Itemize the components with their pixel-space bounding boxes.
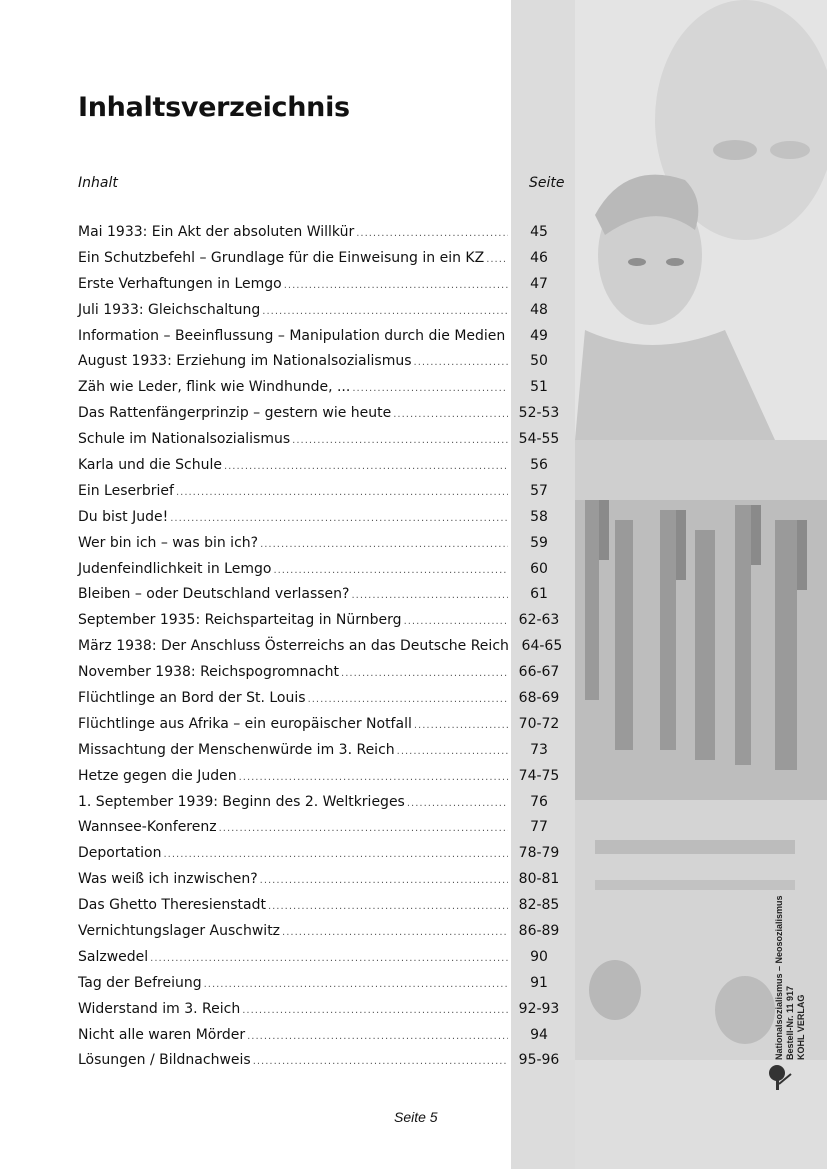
spine-label <box>770 830 806 1060</box>
toc-entry-title: November 1938: Reichspogromnacht <box>78 664 340 681</box>
toc-entry <box>78 685 568 711</box>
toc-entry <box>78 426 568 452</box>
toc-leader-dots <box>273 562 508 576</box>
toc-entry-page: 86-89 <box>518 922 560 939</box>
toc-entry-page: 77 <box>530 819 548 836</box>
toc-leader-dots <box>404 613 508 627</box>
toc-entry-title: Erste Verhaftungen in Lemgo <box>78 275 282 292</box>
toc-leader-dots <box>397 743 508 757</box>
toc-entry <box>78 530 568 556</box>
toc-leader-dots <box>393 406 508 420</box>
toc-leader-dots <box>292 432 508 446</box>
table-of-contents <box>78 219 568 1073</box>
toc-entry-title: Flüchtlinge aus Afrika – ein europäischer Notfall <box>78 715 412 732</box>
page-number: Seite 5 <box>394 1109 438 1125</box>
toc-entry <box>78 1022 568 1048</box>
toc-entry-page: 73 <box>530 741 548 758</box>
toc-entry <box>78 763 568 789</box>
toc-entry <box>78 374 568 400</box>
toc-entry <box>78 866 568 892</box>
toc-leader-dots <box>253 1053 508 1067</box>
toc-leader-dots <box>262 303 508 317</box>
toc-entry <box>78 452 568 478</box>
toc-entry <box>78 996 568 1022</box>
toc-leader-dots <box>176 484 508 498</box>
toc-leader-dots <box>239 769 508 783</box>
toc-leader-dots <box>260 536 508 550</box>
toc-entry-title: Tag der Befreiung <box>78 974 202 991</box>
toc-leader-dots <box>414 717 508 731</box>
toc-entry-page: 74-75 <box>518 767 560 784</box>
toc-leader-dots <box>282 924 508 938</box>
toc-entry-page: 78-79 <box>518 845 560 862</box>
toc-entry-page: 48 <box>530 301 548 318</box>
toc-leader-dots <box>242 1002 508 1016</box>
toc-leader-dots <box>414 354 508 368</box>
spine-title: Nationalsozialismus – Neosozialismus <box>774 895 784 1060</box>
toc-entry-page: 68-69 <box>518 689 560 706</box>
toc-leader-dots <box>170 510 508 524</box>
toc-entry <box>78 789 568 815</box>
toc-entry-title: Lösungen / Bildnachweis <box>78 1052 251 1069</box>
toc-entry-page: 60 <box>530 560 548 577</box>
toc-entry-page: 90 <box>530 948 548 965</box>
toc-entry-page: 50 <box>530 353 548 370</box>
toc-leader-dots <box>308 691 508 705</box>
toc-entry <box>78 1048 568 1074</box>
toc-leader-dots <box>247 1028 508 1042</box>
toc-entry-page: 62-63 <box>518 612 560 629</box>
toc-entry-page: 59 <box>530 534 548 551</box>
column-header-page: Seite <box>529 175 565 191</box>
toc-entry-title: Zäh wie Leder, flink wie Windhunde, ... <box>78 379 351 396</box>
toc-leader-dots <box>351 587 508 601</box>
toc-entry-title: Flüchtlinge an Bord der St. Louis <box>78 689 306 706</box>
toc-leader-dots <box>352 380 508 394</box>
toc-leader-dots <box>150 950 508 964</box>
toc-entry-title: Bleiben – oder Deutschland verlassen? <box>78 586 350 603</box>
toc-entry <box>78 478 568 504</box>
toc-entry-title: Deportation <box>78 845 162 862</box>
toc-entry-page: 64-65 <box>521 638 563 655</box>
toc-entry-title: Widerstand im 3. Reich <box>78 1000 241 1017</box>
toc-entry <box>78 970 568 996</box>
toc-entry-page: 94 <box>530 1026 548 1043</box>
toc-entry-page: 82-85 <box>518 897 560 914</box>
toc-entry-page: 95-96 <box>518 1052 560 1069</box>
toc-entry-page: 47 <box>530 275 548 292</box>
toc-entry-title: Salzwedel <box>78 948 149 965</box>
toc-entry <box>78 504 568 530</box>
toc-entry-title: Judenfeindlichkeit in Lemgo <box>78 560 272 577</box>
toc-entry <box>78 944 568 970</box>
toc-entry <box>78 633 568 659</box>
toc-entry-title: Ein Schutzbefehl – Grundlage für die Einweisung in ein KZ <box>78 249 485 266</box>
toc-entry <box>78 814 568 840</box>
toc-entry-page: 58 <box>530 508 548 525</box>
toc-entry <box>78 219 568 245</box>
toc-entry <box>78 297 568 323</box>
toc-entry-title: Du bist Jude! <box>78 508 169 525</box>
toc-leader-dots <box>486 251 508 265</box>
toc-entry-page: 49 <box>530 327 548 344</box>
toc-entry <box>78 840 568 866</box>
toc-entry-title: Schule im Nationalsozialismus <box>78 431 291 448</box>
toc-leader-dots <box>507 329 508 343</box>
toc-entry-title: Nicht alle waren Mörder <box>78 1026 246 1043</box>
toc-entry-title: Wer bin ich – was bin ich? <box>78 534 259 551</box>
toc-leader-dots <box>407 795 508 809</box>
toc-entry-title: Karla und die Schule <box>78 456 222 473</box>
toc-entry-page: 92-93 <box>518 1000 560 1017</box>
toc-entry-title: März 1938: Der Anschluss Österreichs an das Deutsche Reich <box>78 638 509 655</box>
spine-order-number: Bestell-Nr. 11 917 <box>785 985 795 1060</box>
toc-entry-page: 66-67 <box>518 664 560 681</box>
toc-entry-page: 46 <box>530 249 548 266</box>
toc-leader-dots <box>341 665 508 679</box>
toc-entry-page: 51 <box>530 379 548 396</box>
toc-entry <box>78 581 568 607</box>
toc-leader-dots <box>268 898 508 912</box>
toc-entry-title: September 1935: Reichsparteitag in Nürnberg <box>78 612 402 629</box>
toc-entry-title: Das Ghetto Theresienstadt <box>78 897 266 914</box>
toc-entry <box>78 271 568 297</box>
toc-entry-page: 57 <box>530 482 548 499</box>
toc-entry-page: 61 <box>530 586 548 603</box>
toc-entry-title: Hetze gegen die Juden <box>78 767 237 784</box>
toc-entry-page: 45 <box>530 223 548 240</box>
publisher-tree-logo-icon <box>765 1062 795 1092</box>
toc-leader-dots <box>224 458 508 472</box>
toc-entry <box>78 737 568 763</box>
toc-entry <box>78 348 568 374</box>
toc-leader-dots <box>356 225 508 239</box>
toc-entry-page: 70-72 <box>518 715 560 732</box>
toc-entry-page: 91 <box>530 974 548 991</box>
toc-leader-dots <box>260 872 508 886</box>
toc-entry-title: Ein Leserbrief <box>78 482 174 499</box>
toc-entry-title: Das Rattenfängerprinzip – gestern wie heute <box>78 405 392 422</box>
column-header-content: Inhalt <box>78 175 118 191</box>
toc-entry <box>78 918 568 944</box>
toc-entry-title: Missachtung der Menschenwürde im 3. Reich <box>78 741 395 758</box>
toc-entry-title: August 1933: Erziehung im Nationalsozialismus <box>78 353 412 370</box>
toc-entry-title: Information – Beeinflussung – Manipulation durch die Medien <box>78 327 506 344</box>
toc-leader-dots <box>219 820 508 834</box>
toc-entry <box>78 323 568 349</box>
toc-entry-page: 56 <box>530 456 548 473</box>
toc-entry <box>78 400 568 426</box>
toc-entry-title: 1. September 1939: Beginn des 2. Weltkrieges <box>78 793 405 810</box>
toc-entry-title: Was weiß ich inzwischen? <box>78 871 258 888</box>
toc-entry <box>78 556 568 582</box>
toc-leader-dots <box>284 277 508 291</box>
toc-leader-dots <box>164 846 509 860</box>
toc-entry <box>78 607 568 633</box>
toc-entry <box>78 711 568 737</box>
toc-entry-page: 54-55 <box>518 431 560 448</box>
publisher-name: KOHL VERLAG <box>796 994 806 1060</box>
toc-entry-title: Mai 1933: Ein Akt der absoluten Willkür <box>78 223 355 240</box>
toc-entry <box>78 892 568 918</box>
toc-entry-page: 76 <box>530 793 548 810</box>
toc-leader-dots <box>204 976 508 990</box>
toc-entry-title: Wannsee-Konferenz <box>78 819 217 836</box>
toc-entry <box>78 659 568 685</box>
page-title: Inhaltsverzeichnis <box>78 92 350 123</box>
toc-entry <box>78 245 568 271</box>
toc-entry-page: 80-81 <box>518 871 560 888</box>
toc-entry-title: Vernichtungslager Auschwitz <box>78 922 281 939</box>
toc-entry-page: 52-53 <box>518 405 560 422</box>
toc-entry-title: Juli 1933: Gleichschaltung <box>78 301 261 318</box>
